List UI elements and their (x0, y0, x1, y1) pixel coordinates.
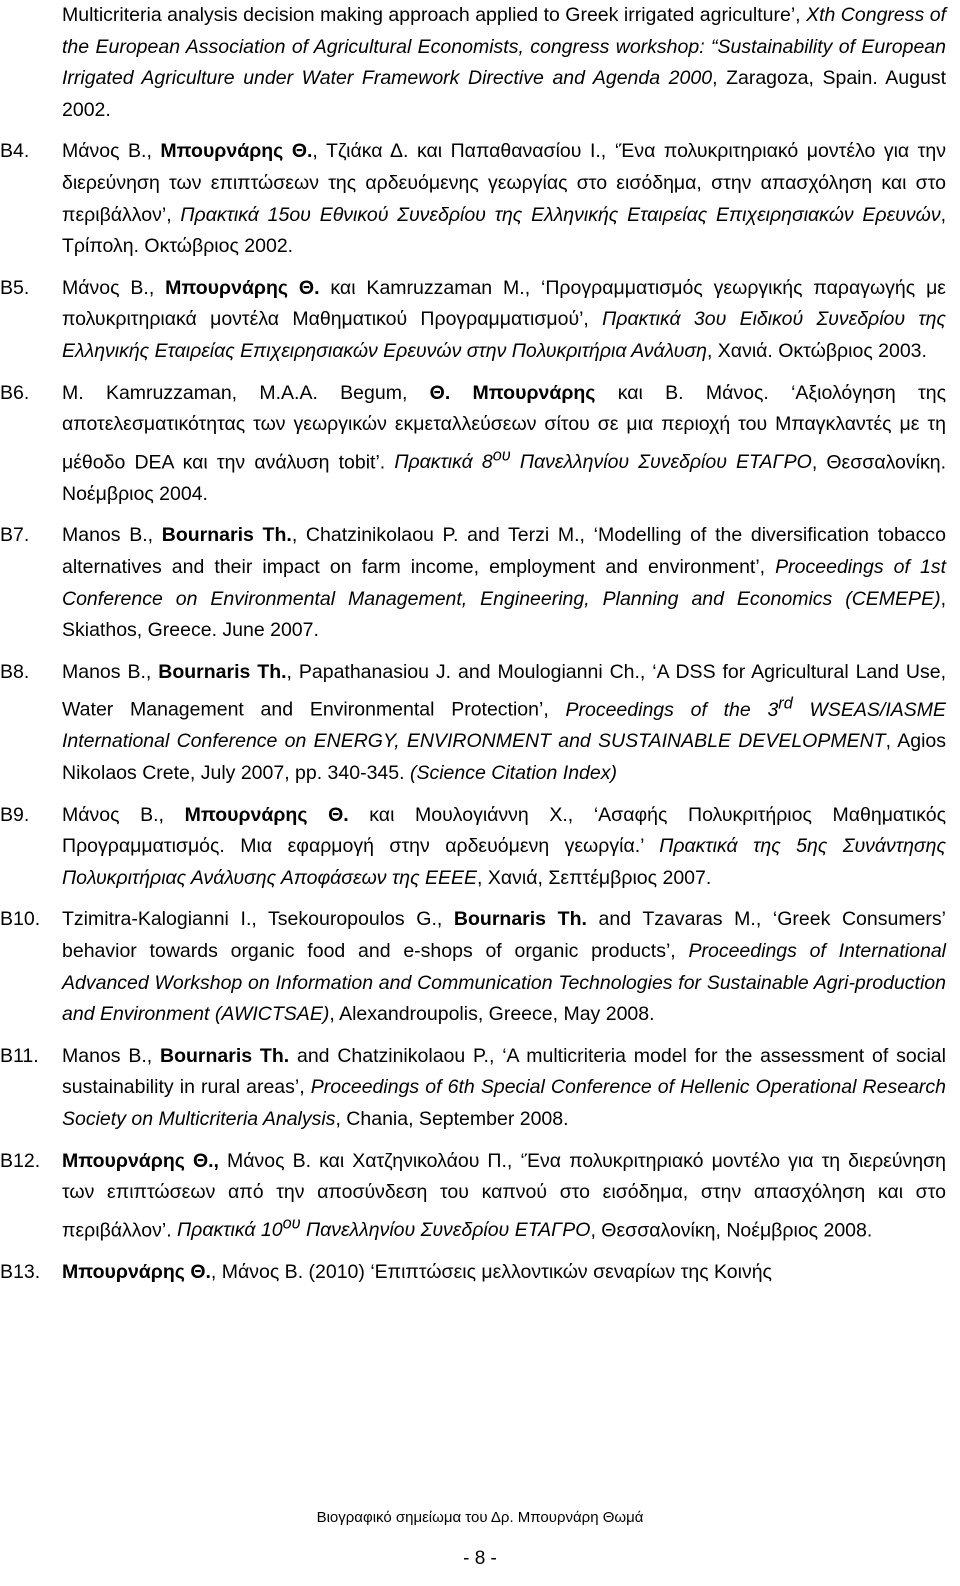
reference-label: B10. (0, 908, 41, 931)
reference-b3-continuation: Multicriteria analysis decision making approach applied to Greek irrigated agriculture’, Xth Congress of the European Association of Agricultural Economists, congress workshop: “Sustainability of European Irrigated Agriculture under Water Framework Directive and Agenda 2000, Zaragoza, Spain. August 2002. (62, 4, 946, 121)
reference-label: B4. (0, 140, 30, 163)
venue: Proceedings of the 3rd WSEAS/IASME International Conference on ENERGY, ENVIRONMENT and SUSTAINABLE DEVELOPMENT (62, 694, 947, 753)
reference-label: B13. (0, 1260, 41, 1283)
reference-b5: B5. Μάνος Β., Μπουρνάρης Θ. και Kamruzzaman M., ‘Προγραμματισμός γεωργικής παραγωγής με πολυκριτηριακά μοντέλα Μαθηματικού Προγραμματισμού’, Πρακτικά 3ου Ειδικού Συνεδρίου της Ελληνικής Εταιρείας Επιχειρησιακών Ερευνών στην Πολυκριτήρια Ανάλυση, Χανιά. Οκτώβριος 2003. (0, 273, 960, 368)
index-note: (Science Citation Index) (409, 762, 617, 785)
reference-b11: B11. Manos B., Bournaris Th. and Chatzinikolaou P., ‘A multicriteria model for the assessment of social sustainability in rural areas’, Proceedings of 6th Special Conference of Hellenic Operational Research Society on Multicriteria Analysis, Chania, September 2008. (0, 1041, 960, 1136)
venue: Πρακτικά $10^{o\upsilon}$ Πανελληνίου Συνεδρίου ΕΤΑΓΡΟ (177, 1214, 591, 1242)
reference-label: B8. (0, 660, 30, 683)
reference-label: B12. (0, 1149, 41, 1172)
highlighted-author: Μπουρνάρης Θ., (62, 1149, 219, 1172)
reference-label: B5. (0, 276, 30, 299)
venue: Proceedings of 1st Conference on Environmental Management, Engineering, Planning and Economics (CEMEPE) (62, 556, 947, 610)
venue: Proceedings of 6th Special Conference of Hellenic Operational Research Society on Multicriteria Analysis (62, 1076, 947, 1130)
reference-label: B9. (0, 803, 30, 826)
venue: Πρακτικά 15ου Εθνικού Συνεδρίου της Ελληνικής Εταιρείας Επιχειρησιακών Ερευνών (180, 203, 941, 226)
highlighted-author: Bournaris Th. (453, 908, 587, 931)
highlighted-author: Μπουρνάρης Θ. (160, 140, 313, 163)
page-number: - 8 - (463, 1548, 497, 1569)
highlighted-author: Μπουρνάρης Θ. (184, 803, 349, 826)
reference-b7: B7. Manos B., Bournaris Th., Chatzinikolaou P. and Terzi M., ‘Modelling of the diversification tobacco alternatives and their impact on farm income, employment and environment’, Proceedings of 1st Conference on Environmental Management, Engineering, Planning and Economics (CEMEPE), Skiathos, Greece. June 2007. (0, 520, 960, 646)
reference-b12: B12. Μπουρνάρης Θ., Μάνος Β. και Χατζηνικολάου Π., ‘Ένα πολυκριτηριακό μοντέλο για τη διερεύνηση των επιπτώσεων από την αποσύνδεση του καπνού στο εισόδημα, στην απασχόληση και στο περιβάλλον’. Πρακτικά $10^{o\upsilon}$ Πανελληνίου Συνεδρίου ΕΤΑΓΡΟ, Θεσσαλονίκη, Νοέμβριος 2008. (0, 1146, 960, 1247)
reference-b4: B4. Μάνος Β., Μπουρνάρης Θ., Τζιάκα Δ. και Παπαθανασίου Ι., ‘Ένα πολυκριτηριακό μοντέλο για την διερεύνηση των επιπτώσεων της αρδευόμενης γεωργίας στο εισόδημα, στην απασχόληση και στο περιβάλλον’, Πρακτικά 15ου Εθνικού Συνεδρίου της Ελληνικής Εταιρείας Επιχειρησιακών Ερευνών, Τρίπολη. Οκτώβριος 2002. (0, 136, 960, 262)
highlighted-author: Bournaris Th. (160, 1044, 290, 1067)
reference-b9: B9. Μάνος Β., Μπουρνάρης Θ. και Μουλογιάννη Χ., ‘Ασαφής Πολυκριτήριος Μαθηματικός Προγραμματισμός. Μια εφαρμογή στην αρδευόμενη γεωργία.’ Πρακτικά της 5ης Συνάντησης Πολυκριτήριας Ανάλυσης Αποφάσεων της ΕΕΕΕ, Χανιά, Σεπτέμβριος 2007. (0, 800, 960, 895)
highlighted-author: Μπουρνάρης Θ. (62, 1260, 211, 1283)
reference-label: B11. (0, 1044, 39, 1067)
highlighted-author: Bournaris Th. (161, 524, 292, 547)
reference-label: B7. (0, 524, 30, 547)
venue: Πρακτικά 3ου Ειδικού Συνεδρίου της Ελληνικής Εταιρείας Επιχειρησιακών Ερευνών στην Πολυκριτήρια Ανάλυση (62, 308, 946, 362)
highlighted-author: Θ. Μπουρνάρης (429, 381, 596, 404)
venue: Πρακτικά $8^{o\upsilon}$ Πανελληνίου Συνεδρίου ΕΤΑΓΡΟ (394, 446, 812, 474)
reference-b13: B13. Μπουρνάρης Θ., Μάνος Β. (2010) ‘Επιπτώσεις μελλοντικών σεναρίων της Κοινής (0, 1257, 960, 1289)
reference-label: B6. (0, 381, 30, 404)
footer-document-title: Βιογραφικό σημείωμα του Δρ. Μπουρνάρη Θωμά (316, 1509, 644, 1526)
reference-b6: B6. M. Kamruzzaman, M.A.A. Begum, Θ. Μπουρνάρης και Β. Μάνος. ‘Αξιολόγηση της αποτελεσματικότητας των γεωργικών εκμεταλλεύσεων σίτου σε μια περιοχή του Μπαγκλαντές με τη μέθοδο DEA και την ανάλυση tobit’. Πρακτικά $8^{o\upsilon}$ Πανελληνίου Συνεδρίου ΕΤΑΓΡΟ, Θεσσαλονίκη. Νοέμβριος 2004. (0, 378, 960, 511)
reference-b8: B8. Manos B., Bournaris Th., Papathanasiou J. and Moulogianni Ch., ‘A DSS for Agricultural Land Use, Water Management and Environmental Protection’, Proceedings of the 3rd WSEAS/IASME International Conference on ENERGY, ENVIRONMENT and SUSTAINABLE DEVELOPMENT, Agios Nikolaos Crete, July 2007, pp. 340-345. (Science Citation Index) (0, 657, 960, 790)
reference-b10: B10. Tzimitra-Kalogianni I., Tsekouropoulos G., Bournaris Th. and Tzavaras M., ‘Greek Consumers’ behavior towards organic food and e-shops of organic products’, Proceedings of International Advanced Workshop on Information and Communication Technologies for Sustainable Agri-production and Environment (AWICTSAE), Alexandroupolis, Greece, May 2008. (0, 904, 960, 1030)
venue: Πρακτικά της 5ης Συνάντησης Πολυκριτήριας Ανάλυσης Αποφάσεων της ΕΕΕΕ (62, 835, 946, 889)
highlighted-author: Bournaris Th. (158, 660, 287, 683)
highlighted-author: Μπουρνάρης Θ. (165, 276, 320, 299)
venue: Proceedings of International Advanced Workshop on Information and Communication Technologies for Sustainable Agri-production and Environment (AWICTSAE) (62, 940, 946, 1026)
